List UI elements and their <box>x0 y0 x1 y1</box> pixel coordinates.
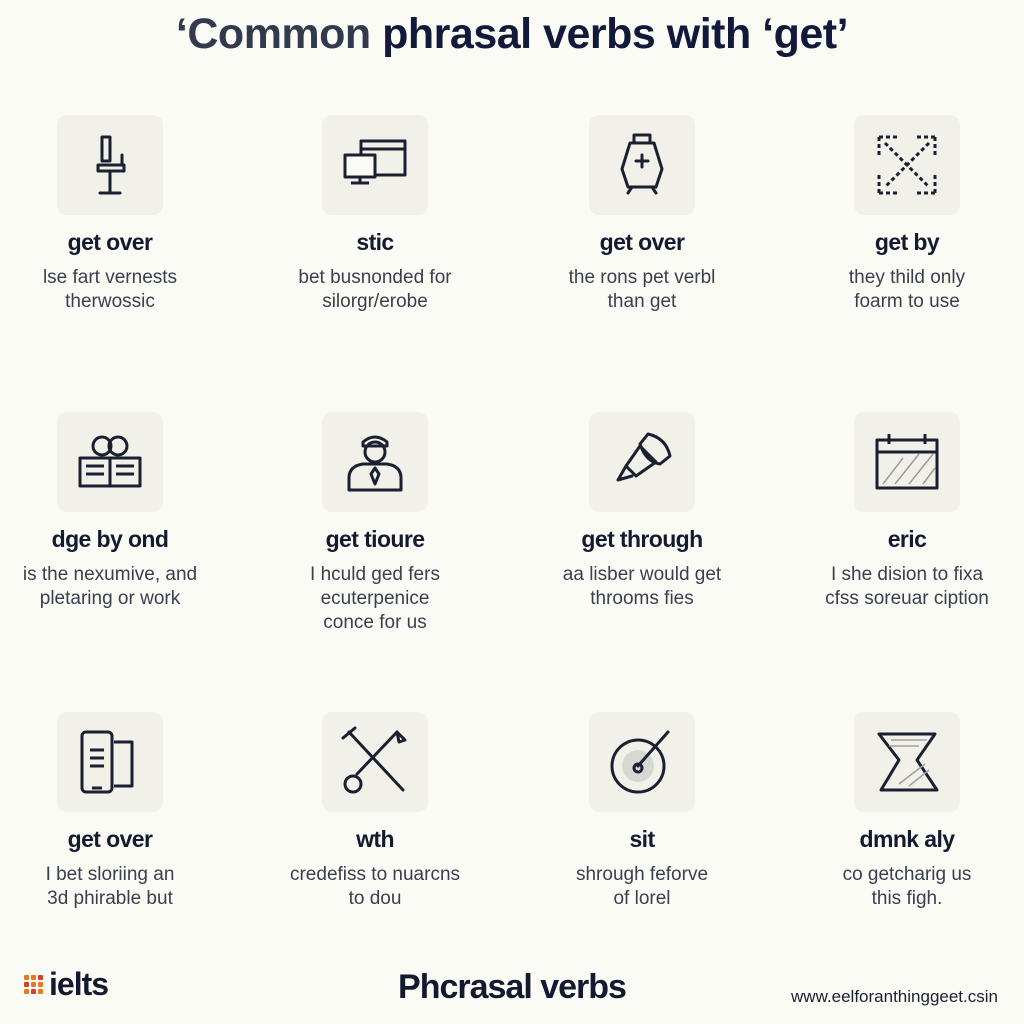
footer-heading: Phcrasal verbs <box>398 968 626 1006</box>
card-description: credefiss to nuarcns to dou <box>289 864 461 909</box>
card-6 <box>265 412 485 635</box>
card-label: stic <box>356 229 394 255</box>
card-label: get by <box>874 229 940 255</box>
card-label: eric <box>887 526 927 552</box>
card-label: wth <box>356 826 394 852</box>
card-description: I hculd ged fers ecuterpenice conce for us <box>310 564 440 633</box>
card-description: bet busnonded for silorgr/erobe <box>298 267 452 312</box>
card-2 <box>265 115 485 314</box>
card-description: the rons pet verbl than get <box>568 267 716 312</box>
card-label: dmnk aly <box>859 826 955 852</box>
person-icon <box>337 424 413 500</box>
icon-tile <box>322 712 428 812</box>
card-description: shrough feforve of lorel <box>575 864 709 909</box>
icon-tile <box>589 412 695 512</box>
target-icon <box>604 724 680 800</box>
card-label: dge by ond <box>51 526 169 552</box>
monitor-icon <box>337 127 413 203</box>
card-description: is the nexumive, and pletaring or work <box>22 564 198 609</box>
card-3 <box>532 115 752 314</box>
card-label: get over <box>67 229 153 255</box>
icon-tile <box>854 115 960 215</box>
card-label: get over <box>599 229 685 255</box>
phone-notes-icon <box>72 724 148 800</box>
chair-icon <box>72 127 148 203</box>
title-part-1: ‘Common <box>175 10 371 58</box>
card-7 <box>532 412 752 611</box>
icon-tile <box>57 115 163 215</box>
reading-book-icon <box>72 424 148 500</box>
card-description: co getcharig us this figh. <box>842 864 972 909</box>
card-description: I she dision to fixa cfss soreuar ciption <box>825 564 989 609</box>
card-label: sit <box>629 826 655 852</box>
card-12 <box>797 712 1017 911</box>
card-description: lse fart vernests therwossic <box>42 267 178 312</box>
icon-tile <box>854 412 960 512</box>
medical-bag-icon <box>604 127 680 203</box>
card-1 <box>0 115 220 314</box>
title-part-2: phrasal verbs with ‘get’ <box>370 10 849 58</box>
card-8 <box>797 412 1017 611</box>
hourglass-icon <box>869 724 945 800</box>
calendar-icon <box>869 424 945 500</box>
expand-arrows-icon <box>869 127 945 203</box>
card-10 <box>265 712 485 911</box>
pen-tool-icon <box>604 424 680 500</box>
card-description: they thild only foarm to use <box>848 267 966 312</box>
card-5 <box>0 412 220 611</box>
card-label: get over <box>67 826 153 852</box>
card-11 <box>532 712 752 911</box>
icon-tile <box>589 712 695 812</box>
icon-tile <box>854 712 960 812</box>
brand-name: ielts <box>49 966 109 1002</box>
card-description: aa lisber would get throoms fies <box>562 564 722 609</box>
card-4 <box>797 115 1017 314</box>
icon-tile <box>322 115 428 215</box>
crossed-tools-icon <box>337 724 413 800</box>
card-description: I bet sloriing an 3d phirable but <box>45 864 175 909</box>
footer-url[interactable]: www.eelforanthinggeet.csin <box>791 987 998 1006</box>
icon-tile <box>589 115 695 215</box>
icon-tile <box>57 712 163 812</box>
card-9 <box>0 712 220 911</box>
icon-tile <box>57 412 163 512</box>
icon-tile <box>322 412 428 512</box>
card-label: get tioure <box>325 526 425 552</box>
card-label: get through <box>581 526 703 552</box>
